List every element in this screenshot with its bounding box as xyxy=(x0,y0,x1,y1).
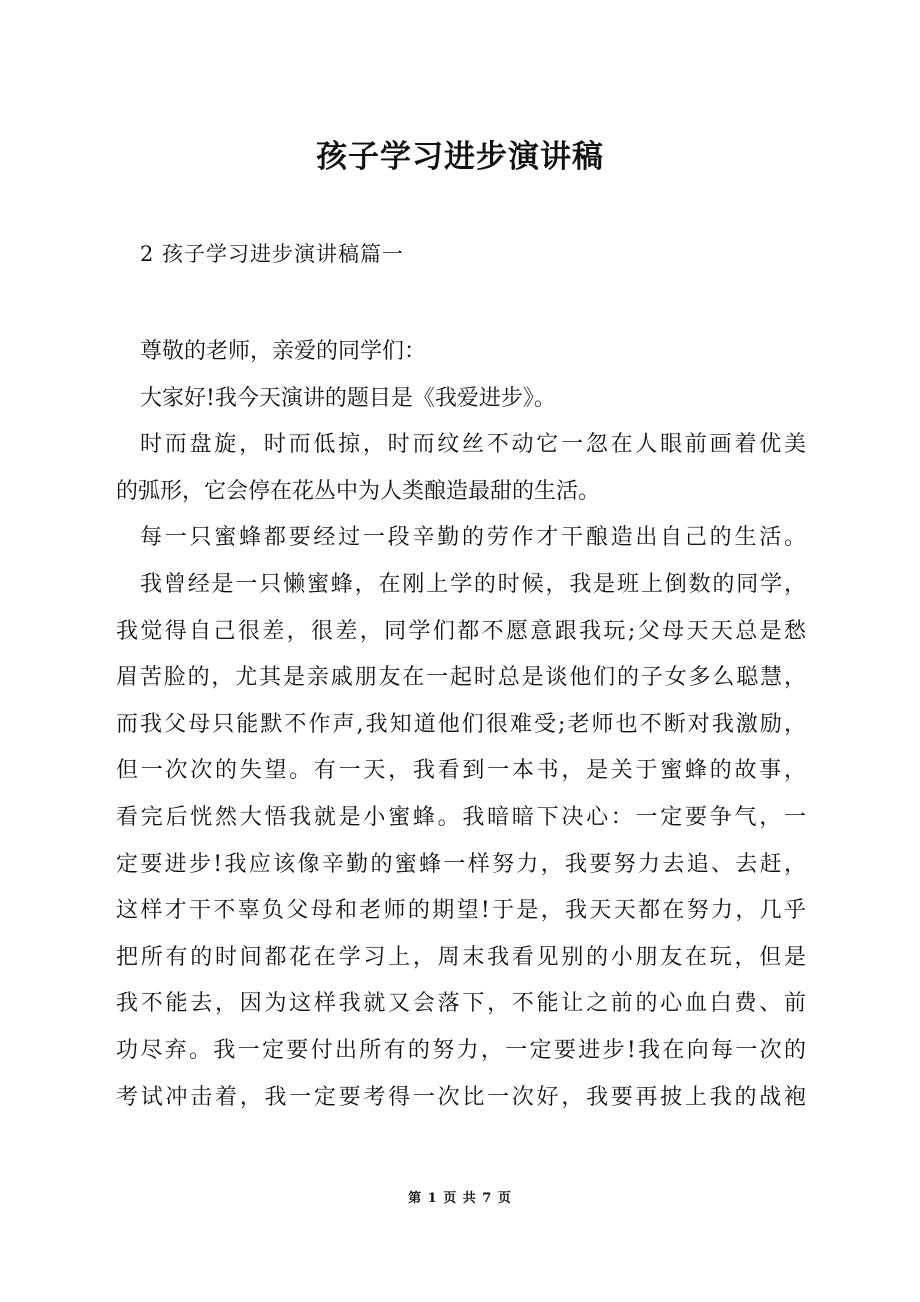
text-line: 定要进步!我应该像辛勤的蜜蜂一样努力，我要努力去追、去赶， xyxy=(116,851,806,877)
text-line: 而我父母只能默不作声,我知道他们很难受;老师也不断对我激励， xyxy=(116,711,806,737)
text-line: 的弧形，它会停在花丛中为人类酿造最甜的生活。 xyxy=(116,478,601,504)
document-body xyxy=(116,329,806,1121)
text-line: 我觉得自己很差，很差，同学们都不愿意跟我玩;父母天天总是愁 xyxy=(116,618,806,644)
text-line: 我曾经是一只懒蜜蜂，在刚上学的时候，我是班上倒数的同学， xyxy=(140,571,806,597)
text-line: 我不能去，因为这样我就又会落下，不能让之前的心血白费、前 xyxy=(116,991,806,1017)
text-line: 把所有的时间都花在学习上，周末我看见别的小朋友在玩，但是 xyxy=(116,944,806,970)
page-number-footer: 第 1 页 共 7 页 xyxy=(408,1191,512,1206)
document-title: 孩子学习进步演讲稿 xyxy=(316,139,604,175)
text-line: 看完后恍然大悟我就是小蜜蜂。我暗暗下决心：一定要争气，一 xyxy=(116,804,806,830)
text-line: 考试冲击着，我一定要考得一次比一次好，我要再披上我的战袍 xyxy=(116,1084,806,1110)
text-line: 每一只蜜蜂都要经过一段辛勤的劳作才干酿造出自己的生活。 xyxy=(140,525,806,551)
text-line: 大家好!我今天演讲的题目是《我爱进步》。 xyxy=(140,385,556,411)
text-line: 眉苦脸的，尤其是亲戚朋友在一起时总是谈他们的子女多么聪慧， xyxy=(116,665,806,691)
document-subtitle: 2 孩子学习进步演讲稿篇一 xyxy=(140,242,405,266)
text-line: 这样才干不辜负父母和老师的期望!于是，我天天都在努力，几乎 xyxy=(116,898,806,924)
text-line: 但一次次的失望。有一天，我看到一本书，是关于蜜蜂的故事， xyxy=(116,758,806,784)
text-line: 尊敬的老师，亲爱的同学们： xyxy=(140,339,427,364)
text-line: 功尽弃。我一定要付出所有的努力，一定要进步!我在向每一次的 xyxy=(116,1037,806,1063)
text-line: 时而盘旋，时而低掠，时而纹丝不动它一忽在人眼前画着优美 xyxy=(140,432,806,458)
